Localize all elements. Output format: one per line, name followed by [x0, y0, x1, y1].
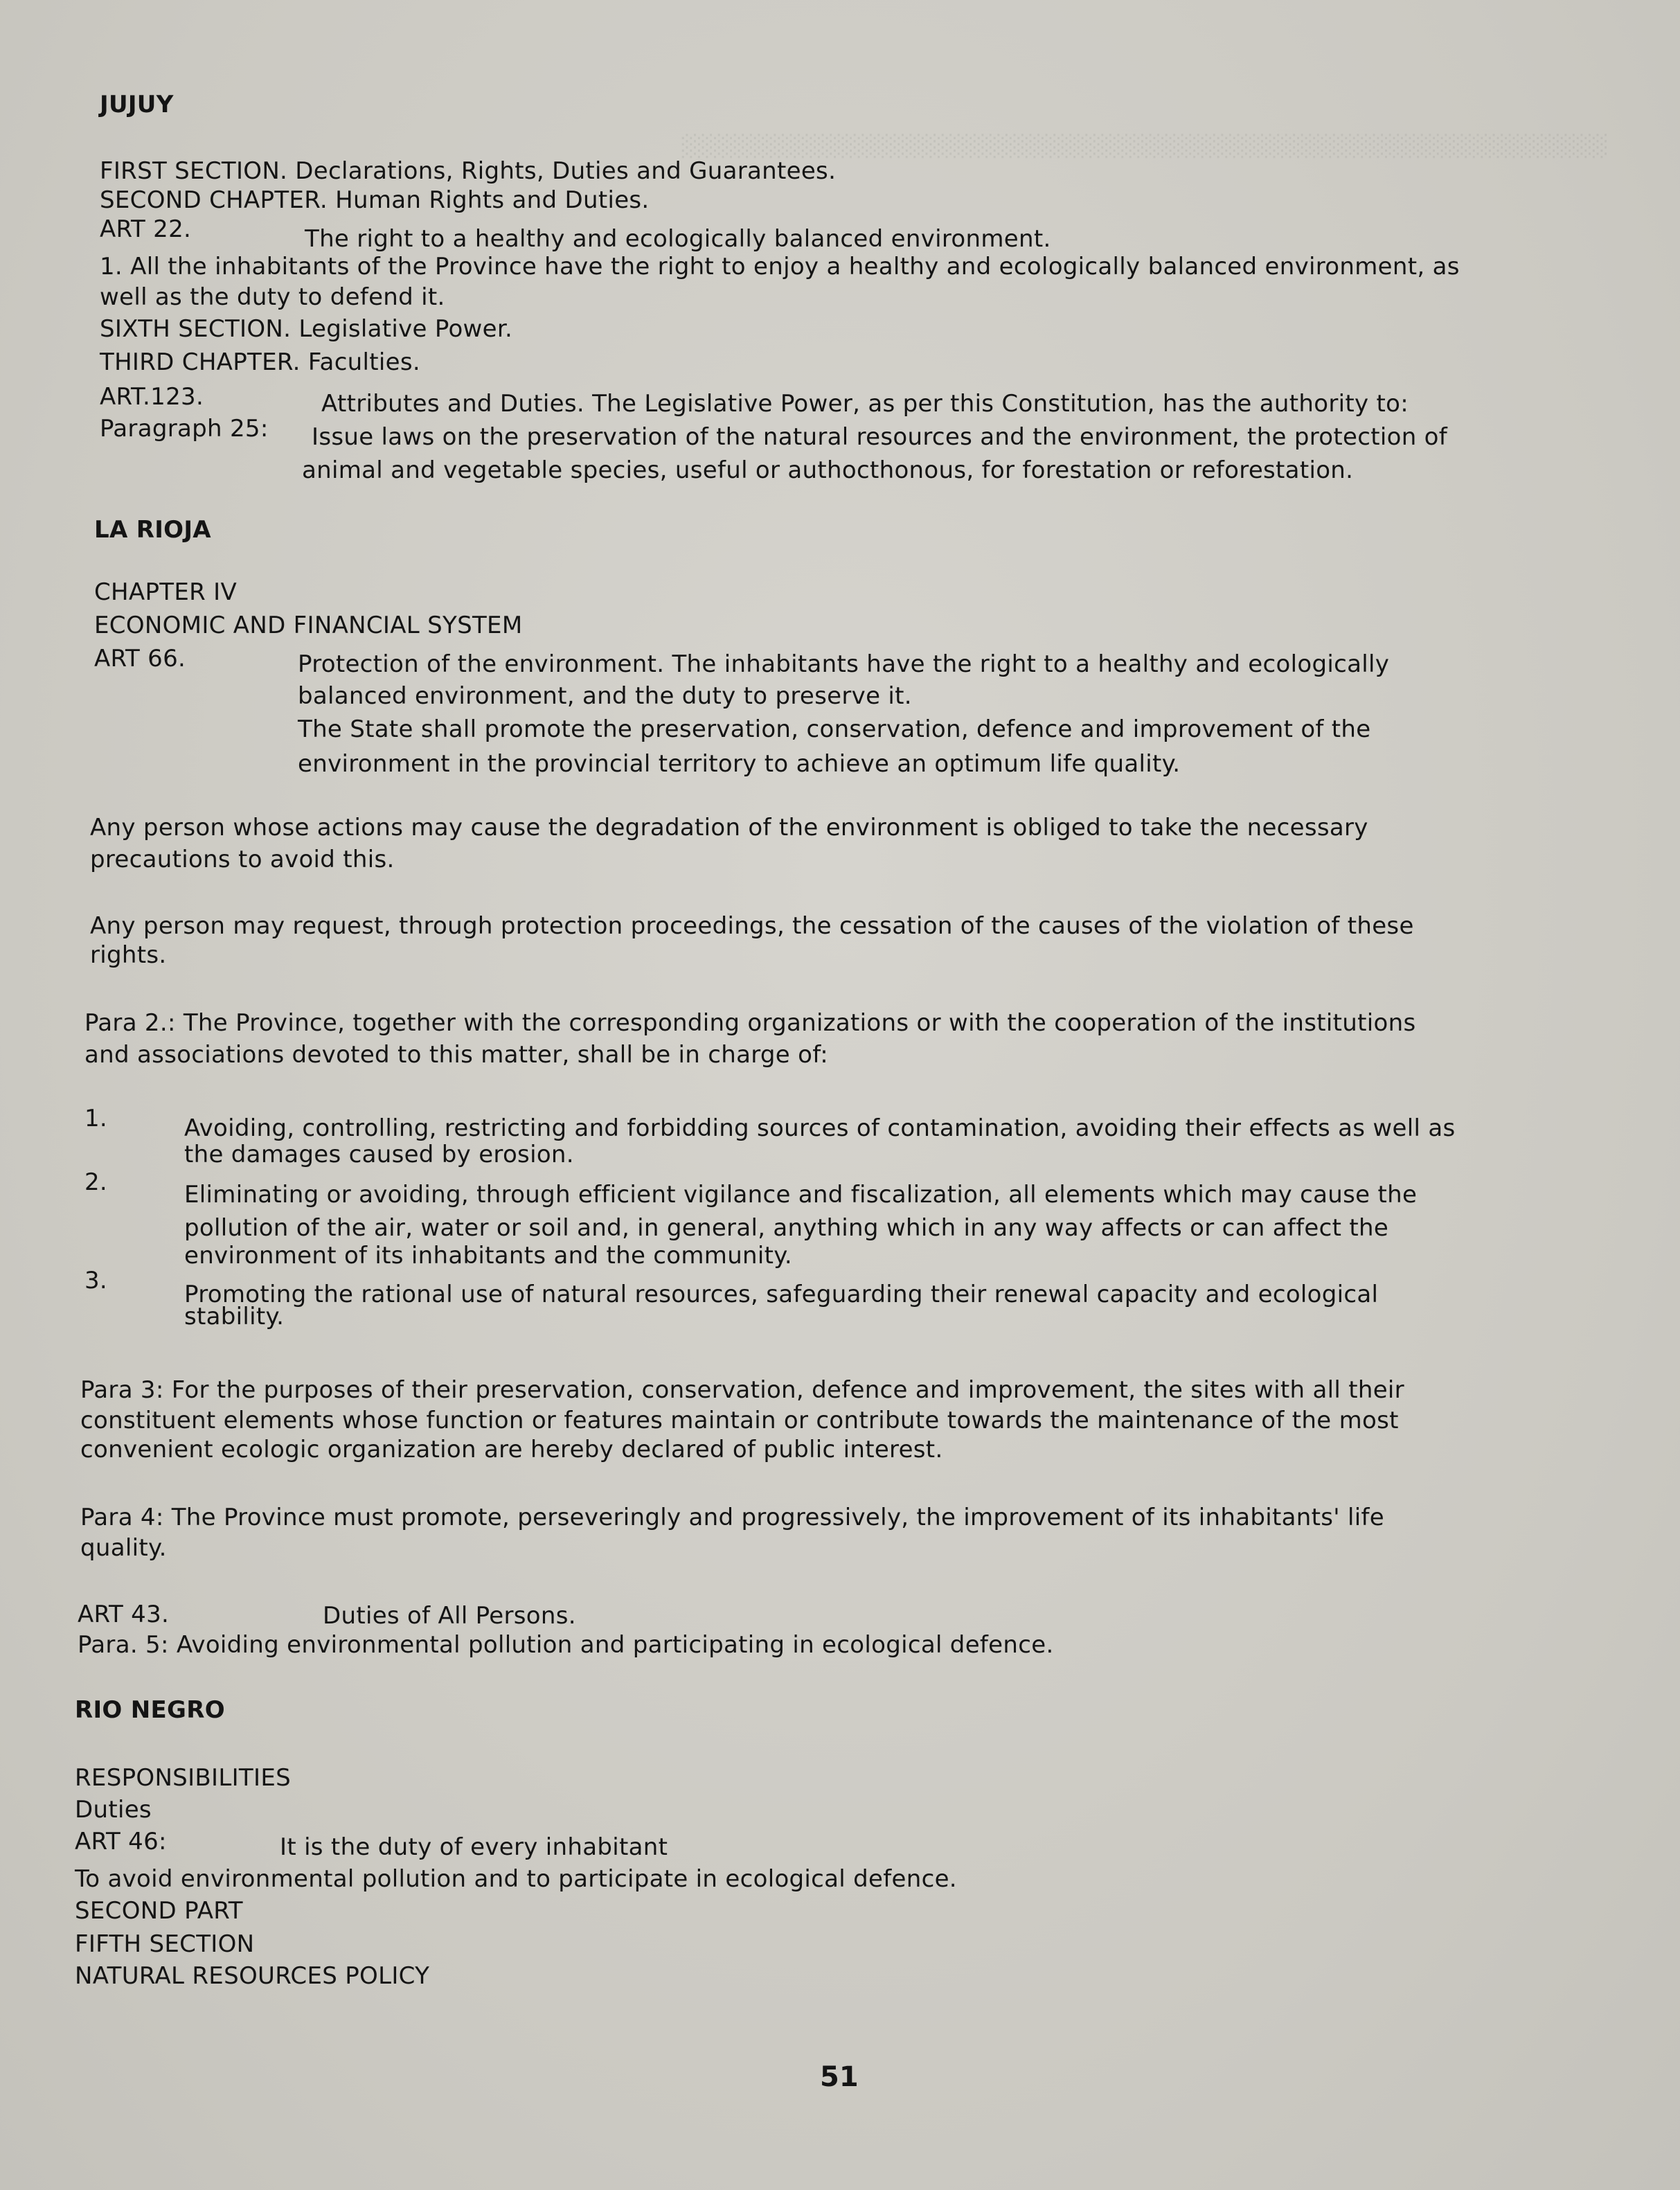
- list-item-number: 1.: [84, 1105, 108, 1132]
- rionegro-duties: Duties: [75, 1796, 152, 1824]
- jujuy-para25-line1: Issue laws on the preservation of the natural resources and the environment, the protection of: [312, 423, 1448, 451]
- larioja-chapter-title: ECONOMIC AND FINANCIAL SYSTEM: [94, 612, 523, 639]
- jujuy-art123-label: ART.123.: [100, 383, 204, 411]
- list-item-number: 2.: [84, 1168, 108, 1196]
- jujuy-section: FIRST SECTION. Declarations, Rights, Duties and Guarantees.: [100, 157, 837, 185]
- larioja-p1-line2: precautions to avoid this.: [90, 846, 395, 873]
- rionegro-policy: NATURAL RESOURCES POLICY: [75, 1962, 430, 1990]
- list-item-line: environment of its inhabitants and the community.: [184, 1242, 792, 1270]
- section-heading-jujuy: JUJUY: [100, 91, 174, 118]
- larioja-chapter: CHAPTER IV: [94, 578, 238, 606]
- larioja-p2-line2: rights.: [90, 941, 167, 969]
- larioja-art-line1: Protection of the environment. The inhabitants have the right to a healthy and ecologically: [298, 650, 1390, 678]
- larioja-para4-line2: quality.: [80, 1534, 167, 1562]
- jujuy-item1-line1: 1. All the inhabitants of the Province have the right to enjoy a healthy and ecologically balanced environment, as: [100, 253, 1460, 281]
- jujuy-chapter: SECOND CHAPTER. Human Rights and Duties.: [100, 186, 650, 214]
- larioja-art-label: ART 66.: [94, 645, 186, 673]
- larioja-art43-label: ART 43.: [78, 1601, 170, 1628]
- list-item-number: 3.: [84, 1267, 108, 1294]
- list-item-line: Promoting the rational use of natural resources, safeguarding their renewal capacity and ecological: [184, 1281, 1379, 1308]
- larioja-para3-line1: Para 3: For the purposes of their preservation, conservation, defence and improvement, the sites with all their: [80, 1376, 1404, 1404]
- jujuy-section6: SIXTH SECTION. Legislative Power.: [100, 315, 513, 343]
- jujuy-item1-line2: well as the duty to defend it.: [100, 283, 445, 311]
- rionegro-fifth-section: FIFTH SECTION: [75, 1930, 255, 1958]
- list-item-line: stability.: [184, 1303, 285, 1330]
- rionegro-art-text: It is the duty of every inhabitant: [280, 1833, 668, 1861]
- list-item-line: Avoiding, controlling, restricting and forbidding sources of contamination, avoiding their effects as well as: [184, 1114, 1456, 1142]
- larioja-para3-line2: constituent elements whose function or features maintain or contribute towards the maintenance of the most: [80, 1407, 1399, 1434]
- larioja-art43-text: Duties of All Persons.: [323, 1602, 576, 1630]
- jujuy-para25-label: Paragraph 25:: [100, 415, 269, 443]
- larioja-para5: Para. 5: Avoiding environmental pollution and participating in ecological defence.: [78, 1631, 1054, 1659]
- larioja-para2-line1: Para 2.: The Province, together with the corresponding organizations or with the cooperation of the institutions: [84, 1009, 1416, 1037]
- list-item-line: the damages caused by erosion.: [184, 1141, 574, 1168]
- larioja-art-line2: balanced environment, and the duty to preserve it.: [298, 682, 912, 710]
- larioja-p2-line1: Any person may request, through protection proceedings, the cessation of the causes of the violation of these: [90, 912, 1414, 940]
- jujuy-chapter3: THIRD CHAPTER. Faculties.: [100, 348, 420, 376]
- jujuy-art123-text: Attributes and Duties. The Legislative Power, as per this Constitution, has the authority to:: [321, 390, 1409, 418]
- larioja-p1-line1: Any person whose actions may cause the degradation of the environment is obliged to take the necessary: [90, 814, 1368, 842]
- section-heading-rio-negro: RIO NEGRO: [75, 1696, 225, 1724]
- section-heading-la-rioja: LA RIOJA: [94, 516, 211, 544]
- larioja-para4-line1: Para 4: The Province must promote, perseveringly and progressively, the improvement of its inhabitants' life: [80, 1504, 1384, 1531]
- bleed-through-background: ░░░░░░░░░░░░░░░░░░░░░░░░░░░░░░░░░░░░░░░░░░░░░░░░░░░░░░░░░░: [679, 134, 1607, 159]
- list-item-line: Eliminating or avoiding, through efficient vigilance and fiscalization, all elements which may cause the: [184, 1181, 1418, 1209]
- larioja-art-line4: environment in the provincial territory to achieve an optimum life quality.: [298, 750, 1181, 778]
- jujuy-para25-line2: animal and vegetable species, useful or authocthonous, for forestation or reforestation.: [302, 456, 1354, 484]
- page-number: 51: [820, 2061, 859, 2093]
- larioja-art-line3: The State shall promote the preservation, conservation, defence and improvement of the: [298, 715, 1371, 743]
- larioja-para3-line3: convenient ecologic organization are hereby declared of public interest.: [80, 1436, 943, 1463]
- rionegro-art-label: ART 46:: [75, 1828, 167, 1855]
- larioja-para2-line2: and associations devoted to this matter, shall be in charge of:: [84, 1041, 829, 1069]
- jujuy-art-text: The right to a healthy and ecologically balanced environment.: [305, 225, 1051, 253]
- jujuy-art-label: ART 22.: [100, 215, 192, 243]
- rionegro-second-part: SECOND PART: [75, 1897, 243, 1925]
- rionegro-line-avoid: To avoid environmental pollution and to participate in ecological defence.: [75, 1865, 957, 1893]
- rionegro-responsibilities: RESPONSIBILITIES: [75, 1764, 291, 1792]
- list-item-line: pollution of the air, water or soil and, in general, anything which in any way affects or can affect the: [184, 1214, 1389, 1242]
